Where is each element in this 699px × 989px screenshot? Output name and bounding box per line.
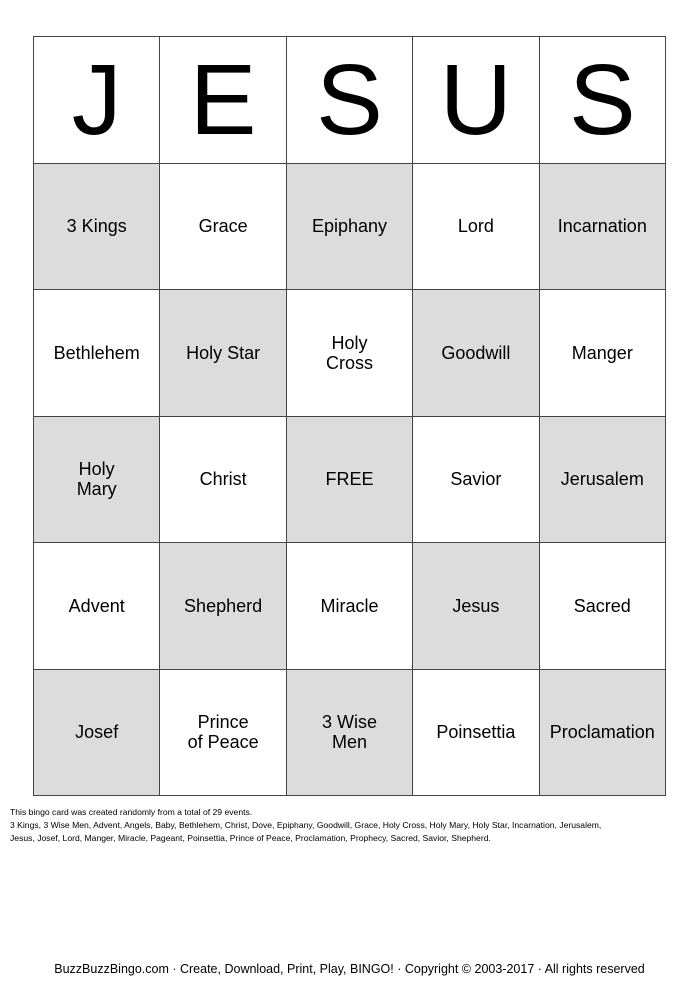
bingo-cell: 3 Wise Men xyxy=(287,670,413,797)
bingo-cell: Christ xyxy=(160,417,286,544)
bingo-cell: Goodwill xyxy=(413,290,539,417)
bingo-cell: Holy Cross xyxy=(287,290,413,417)
bingo-cell: Shepherd xyxy=(160,543,286,670)
header-letter-1: J xyxy=(34,37,160,164)
bingo-cell: Manger xyxy=(540,290,666,417)
bingo-cell: Bethlehem xyxy=(34,290,160,417)
bingo-cell: Prince of Peace xyxy=(160,670,286,797)
bingo-cell: Miracle xyxy=(287,543,413,670)
bingo-cell: Incarnation xyxy=(540,164,666,291)
bingo-cell: Jesus xyxy=(413,543,539,670)
bingo-cell: Holy Mary xyxy=(34,417,160,544)
footer-copyright: BuzzBuzzBingo.com · Create, Download, Print, Play, BINGO! · Copyright © 2003-2017 · All rights reserved xyxy=(54,962,645,976)
bingo-cell: Lord xyxy=(413,164,539,291)
bingo-cell: Epiphany xyxy=(287,164,413,291)
bingo-cell: Advent xyxy=(34,543,160,670)
bingo-cell: Sacred xyxy=(540,543,666,670)
header-letter-4: U xyxy=(413,37,539,164)
bingo-cell: Jerusalem xyxy=(540,417,666,544)
bingo-cell: Holy Star xyxy=(160,290,286,417)
bingo-cell: Savior xyxy=(413,417,539,544)
bingo-cell: Josef xyxy=(34,670,160,797)
bingo-card-grid xyxy=(33,36,666,796)
bingo-cell: Proclamation xyxy=(540,670,666,797)
card-notes xyxy=(10,806,690,845)
header-letter-2: E xyxy=(160,37,286,164)
free-space-cell: FREE xyxy=(287,417,413,544)
header-letter-5: S xyxy=(540,37,666,164)
notes-event-list-line-2: Jesus, Josef, Lord, Manger, Miracle, Pageant, Poinsettia, Prince of Peace, Proclamation, Prophecy, Sacred, Savior, Shepherd. xyxy=(10,833,491,843)
bingo-cell: Grace xyxy=(160,164,286,291)
notes-event-list-line-1: 3 Kings, 3 Wise Men, Advent, Angels, Baby, Bethlehem, Christ, Dove, Epiphany, Goodwill, Grace, Holy Cross, Holy Mary, Holy Star, Incarnation, Jerusalem, xyxy=(10,820,602,830)
notes-summary: This bingo card was created randomly from a total of 29 events. xyxy=(10,807,253,817)
bingo-cell: Poinsettia xyxy=(413,670,539,797)
header-letter-3: S xyxy=(287,37,413,164)
bingo-cell: 3 Kings xyxy=(34,164,160,291)
